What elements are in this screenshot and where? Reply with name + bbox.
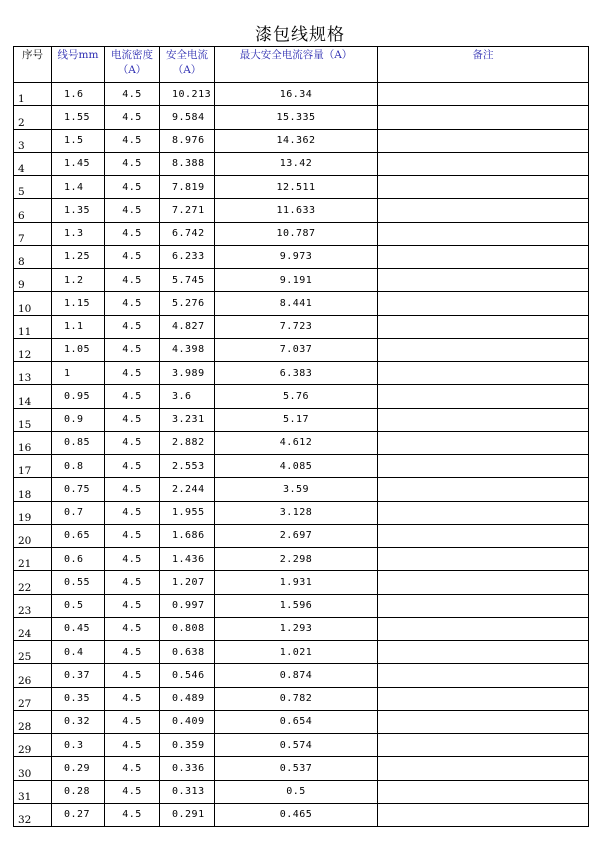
table-row	[14, 478, 589, 501]
table-row	[14, 734, 589, 757]
cell-max-current: 0.5	[215, 780, 378, 803]
cell-wire: 1.1	[52, 315, 105, 338]
cell-safe-current: 0.291	[160, 803, 215, 826]
table-row	[14, 803, 589, 826]
cell-note	[378, 106, 589, 129]
cell-safe-current: 1.955	[160, 501, 215, 524]
cell-max-current: 1.596	[215, 594, 378, 617]
cell-safe-current: 5.276	[160, 292, 215, 315]
cell-index: 6	[14, 199, 52, 222]
cell-density: 4.5	[105, 780, 160, 803]
cell-density: 4.5	[105, 176, 160, 199]
cell-wire: 0.28	[52, 780, 105, 803]
cell-max-current: 1.931	[215, 571, 378, 594]
table-row	[14, 548, 589, 571]
cell-wire: 0.75	[52, 478, 105, 501]
cell-safe-current: 2.553	[160, 455, 215, 478]
cell-note	[378, 431, 589, 454]
cell-density: 4.5	[105, 687, 160, 710]
cell-index: 28	[14, 710, 52, 733]
cell-density: 4.5	[105, 222, 160, 245]
cell-index: 18	[14, 478, 52, 501]
table-row	[14, 269, 589, 292]
table-row	[14, 757, 589, 780]
header-note-label: 备注	[472, 49, 494, 61]
cell-safe-current: 0.489	[160, 687, 215, 710]
cell-wire: 1.15	[52, 292, 105, 315]
cell-wire: 1.6	[52, 83, 105, 106]
cell-density: 4.5	[105, 571, 160, 594]
cell-safe-current: 3.231	[160, 408, 215, 431]
cell-index: 22	[14, 571, 52, 594]
cell-index: 24	[14, 617, 52, 640]
cell-safe-current: 8.388	[160, 152, 215, 175]
cell-index: 25	[14, 641, 52, 664]
header-max	[215, 47, 378, 83]
cell-index: 27	[14, 687, 52, 710]
cell-note	[378, 176, 589, 199]
header-density-label: 电流密度	[111, 49, 153, 61]
table-row	[14, 385, 589, 408]
cell-note	[378, 83, 589, 106]
cell-wire: 0.4	[52, 641, 105, 664]
cell-note	[378, 710, 589, 733]
cell-max-current: 0.874	[215, 664, 378, 687]
cell-density: 4.5	[105, 269, 160, 292]
cell-note	[378, 664, 589, 687]
cell-density: 4.5	[105, 548, 160, 571]
cell-safe-current: 1.207	[160, 571, 215, 594]
cell-density: 4.5	[105, 152, 160, 175]
cell-index: 20	[14, 524, 52, 547]
cell-safe-current: 4.827	[160, 315, 215, 338]
cell-index: 30	[14, 757, 52, 780]
cell-safe-current: 2.882	[160, 431, 215, 454]
cell-note	[378, 152, 589, 175]
cell-safe-current: 7.819	[160, 176, 215, 199]
cell-max-current: 7.037	[215, 338, 378, 361]
table-row	[14, 664, 589, 687]
table-row	[14, 199, 589, 222]
cell-wire: 1.2	[52, 269, 105, 292]
cell-index: 1	[14, 83, 52, 106]
cell-safe-current: 6.742	[160, 222, 215, 245]
header-wire-label: 线号mm	[57, 49, 99, 61]
table-row	[14, 315, 589, 338]
table-row	[14, 524, 589, 547]
header-wire	[52, 47, 105, 83]
cell-index: 26	[14, 664, 52, 687]
cell-density: 4.5	[105, 617, 160, 640]
cell-max-current: 5.76	[215, 385, 378, 408]
cell-index: 16	[14, 431, 52, 454]
cell-wire: 0.32	[52, 710, 105, 733]
table-row	[14, 571, 589, 594]
cell-note	[378, 129, 589, 152]
cell-density: 4.5	[105, 83, 160, 106]
cell-max-current: 0.654	[215, 710, 378, 733]
cell-note	[378, 548, 589, 571]
cell-safe-current: 10.213	[160, 83, 215, 106]
cell-max-current: 10.787	[215, 222, 378, 245]
cell-safe-current: 7.271	[160, 199, 215, 222]
table-row	[14, 431, 589, 454]
cell-wire: 1.3	[52, 222, 105, 245]
cell-density: 4.5	[105, 710, 160, 733]
cell-wire: 0.65	[52, 524, 105, 547]
cell-density: 4.5	[105, 315, 160, 338]
cell-index: 32	[14, 803, 52, 826]
cell-index: 10	[14, 292, 52, 315]
table-row	[14, 222, 589, 245]
cell-wire: 0.27	[52, 803, 105, 826]
cell-index: 9	[14, 269, 52, 292]
cell-index: 17	[14, 455, 52, 478]
cell-note	[378, 362, 589, 385]
cell-index: 8	[14, 245, 52, 268]
cell-wire: 0.35	[52, 687, 105, 710]
cell-index: 21	[14, 548, 52, 571]
cell-note	[378, 455, 589, 478]
cell-safe-current: 0.336	[160, 757, 215, 780]
cell-note	[378, 315, 589, 338]
cell-density: 4.5	[105, 734, 160, 757]
table-row	[14, 780, 589, 803]
cell-max-current: 16.34	[215, 83, 378, 106]
cell-wire: 0.7	[52, 501, 105, 524]
cell-index: 15	[14, 408, 52, 431]
cell-max-current: 0.465	[215, 803, 378, 826]
cell-note	[378, 803, 589, 826]
cell-note	[378, 338, 589, 361]
table-row	[14, 292, 589, 315]
cell-note	[378, 524, 589, 547]
header-index	[14, 47, 52, 83]
cell-max-current: 2.697	[215, 524, 378, 547]
cell-wire: 1	[52, 362, 105, 385]
cell-density: 4.5	[105, 292, 160, 315]
cell-note	[378, 222, 589, 245]
cell-note	[378, 687, 589, 710]
cell-note	[378, 408, 589, 431]
cell-safe-current: 1.436	[160, 548, 215, 571]
cell-note	[378, 269, 589, 292]
cell-wire: 0.5	[52, 594, 105, 617]
cell-max-current: 8.441	[215, 292, 378, 315]
cell-note	[378, 617, 589, 640]
table-row	[14, 152, 589, 175]
cell-wire: 1.05	[52, 338, 105, 361]
table-row	[14, 129, 589, 152]
cell-density: 4.5	[105, 455, 160, 478]
cell-safe-current: 0.808	[160, 617, 215, 640]
cell-safe-current: 0.638	[160, 641, 215, 664]
cell-safe-current: 8.976	[160, 129, 215, 152]
cell-note	[378, 757, 589, 780]
header-note	[378, 47, 589, 83]
cell-wire: 0.8	[52, 455, 105, 478]
table-row	[14, 594, 589, 617]
page-title: 漆包线规格	[255, 25, 345, 45]
cell-note	[378, 594, 589, 617]
table-row	[14, 455, 589, 478]
cell-max-current: 0.574	[215, 734, 378, 757]
cell-max-current: 9.973	[215, 245, 378, 268]
table-row	[14, 617, 589, 640]
cell-note	[378, 199, 589, 222]
cell-index: 3	[14, 129, 52, 152]
cell-max-current: 1.293	[215, 617, 378, 640]
cell-index: 29	[14, 734, 52, 757]
cell-wire: 0.45	[52, 617, 105, 640]
cell-max-current: 4.085	[215, 455, 378, 478]
cell-wire: 0.3	[52, 734, 105, 757]
cell-index: 14	[14, 385, 52, 408]
cell-wire: 1.4	[52, 176, 105, 199]
cell-max-current: 11.633	[215, 199, 378, 222]
table-row	[14, 687, 589, 710]
cell-safe-current: 4.398	[160, 338, 215, 361]
cell-density: 4.5	[105, 431, 160, 454]
cell-index: 4	[14, 152, 52, 175]
cell-note	[378, 641, 589, 664]
cell-density: 4.5	[105, 757, 160, 780]
cell-density: 4.5	[105, 245, 160, 268]
cell-density: 4.5	[105, 594, 160, 617]
table-row	[14, 641, 589, 664]
cell-max-current: 7.723	[215, 315, 378, 338]
cell-safe-current: 0.409	[160, 710, 215, 733]
cell-index: 13	[14, 362, 52, 385]
table-row	[14, 106, 589, 129]
cell-density: 4.5	[105, 338, 160, 361]
table-row	[14, 338, 589, 361]
cell-index: 5	[14, 176, 52, 199]
header-density	[105, 47, 160, 83]
cell-density: 4.5	[105, 501, 160, 524]
cell-note	[378, 292, 589, 315]
cell-wire: 1.35	[52, 199, 105, 222]
table-row	[14, 245, 589, 268]
cell-density: 4.5	[105, 524, 160, 547]
table-row	[14, 83, 589, 106]
cell-note	[378, 245, 589, 268]
cell-note	[378, 571, 589, 594]
cell-density: 4.5	[105, 641, 160, 664]
table-row	[14, 176, 589, 199]
cell-index: 23	[14, 594, 52, 617]
cell-max-current: 12.511	[215, 176, 378, 199]
cell-max-current: 0.782	[215, 687, 378, 710]
cell-wire: 0.55	[52, 571, 105, 594]
cell-safe-current: 0.546	[160, 664, 215, 687]
table-row	[14, 362, 589, 385]
cell-max-current: 14.362	[215, 129, 378, 152]
cell-max-current: 1.021	[215, 641, 378, 664]
cell-max-current: 13.42	[215, 152, 378, 175]
cell-max-current: 0.537	[215, 757, 378, 780]
cell-density: 4.5	[105, 385, 160, 408]
cell-wire: 0.29	[52, 757, 105, 780]
cell-safe-current: 3.989	[160, 362, 215, 385]
cell-index: 2	[14, 106, 52, 129]
cell-max-current: 3.59	[215, 478, 378, 501]
cell-wire: 0.85	[52, 431, 105, 454]
cell-safe-current: 0.313	[160, 780, 215, 803]
header-index-label: 序号	[22, 49, 43, 61]
header-density-unit: （A）	[117, 64, 147, 76]
cell-wire: 1.55	[52, 106, 105, 129]
cell-max-current: 6.383	[215, 362, 378, 385]
cell-wire: 0.95	[52, 385, 105, 408]
cell-max-current: 5.17	[215, 408, 378, 431]
cell-density: 4.5	[105, 478, 160, 501]
cell-safe-current: 6.233	[160, 245, 215, 268]
cell-max-current: 2.298	[215, 548, 378, 571]
table-row	[14, 710, 589, 733]
cell-index: 11	[14, 315, 52, 338]
cell-index: 19	[14, 501, 52, 524]
cell-max-current: 4.612	[215, 431, 378, 454]
header-safe	[160, 47, 215, 83]
cell-safe-current: 2.244	[160, 478, 215, 501]
cell-safe-current: 0.359	[160, 734, 215, 757]
cell-density: 4.5	[105, 408, 160, 431]
header-safe-label: 安全电流	[166, 49, 208, 61]
cell-safe-current: 5.745	[160, 269, 215, 292]
cell-safe-current: 1.686	[160, 524, 215, 547]
cell-density: 4.5	[105, 362, 160, 385]
cell-safe-current: 0.997	[160, 594, 215, 617]
cell-index: 7	[14, 222, 52, 245]
cell-index: 31	[14, 780, 52, 803]
cell-safe-current: 9.584	[160, 106, 215, 129]
header-row	[14, 47, 589, 83]
cell-note	[378, 385, 589, 408]
header-safe-unit: （A）	[172, 64, 202, 76]
cell-density: 4.5	[105, 199, 160, 222]
cell-note	[378, 780, 589, 803]
cell-wire: 1.25	[52, 245, 105, 268]
cell-wire: 1.45	[52, 152, 105, 175]
cell-note	[378, 478, 589, 501]
cell-max-current: 9.191	[215, 269, 378, 292]
table-body	[14, 83, 589, 827]
cell-safe-current: 3.6	[160, 385, 215, 408]
cell-wire: 1.5	[52, 129, 105, 152]
cell-wire: 0.6	[52, 548, 105, 571]
cell-max-current: 15.335	[215, 106, 378, 129]
cell-density: 4.5	[105, 803, 160, 826]
cell-density: 4.5	[105, 106, 160, 129]
cell-density: 4.5	[105, 664, 160, 687]
spec-table	[13, 46, 589, 827]
cell-index: 12	[14, 338, 52, 361]
table-header	[14, 47, 589, 83]
header-max-label: 最大安全电流容量（A）	[239, 49, 353, 61]
cell-wire: 0.9	[52, 408, 105, 431]
cell-max-current: 3.128	[215, 501, 378, 524]
cell-wire: 0.37	[52, 664, 105, 687]
cell-density: 4.5	[105, 129, 160, 152]
table-row	[14, 408, 589, 431]
cell-note	[378, 501, 589, 524]
cell-note	[378, 734, 589, 757]
table-row	[14, 501, 589, 524]
